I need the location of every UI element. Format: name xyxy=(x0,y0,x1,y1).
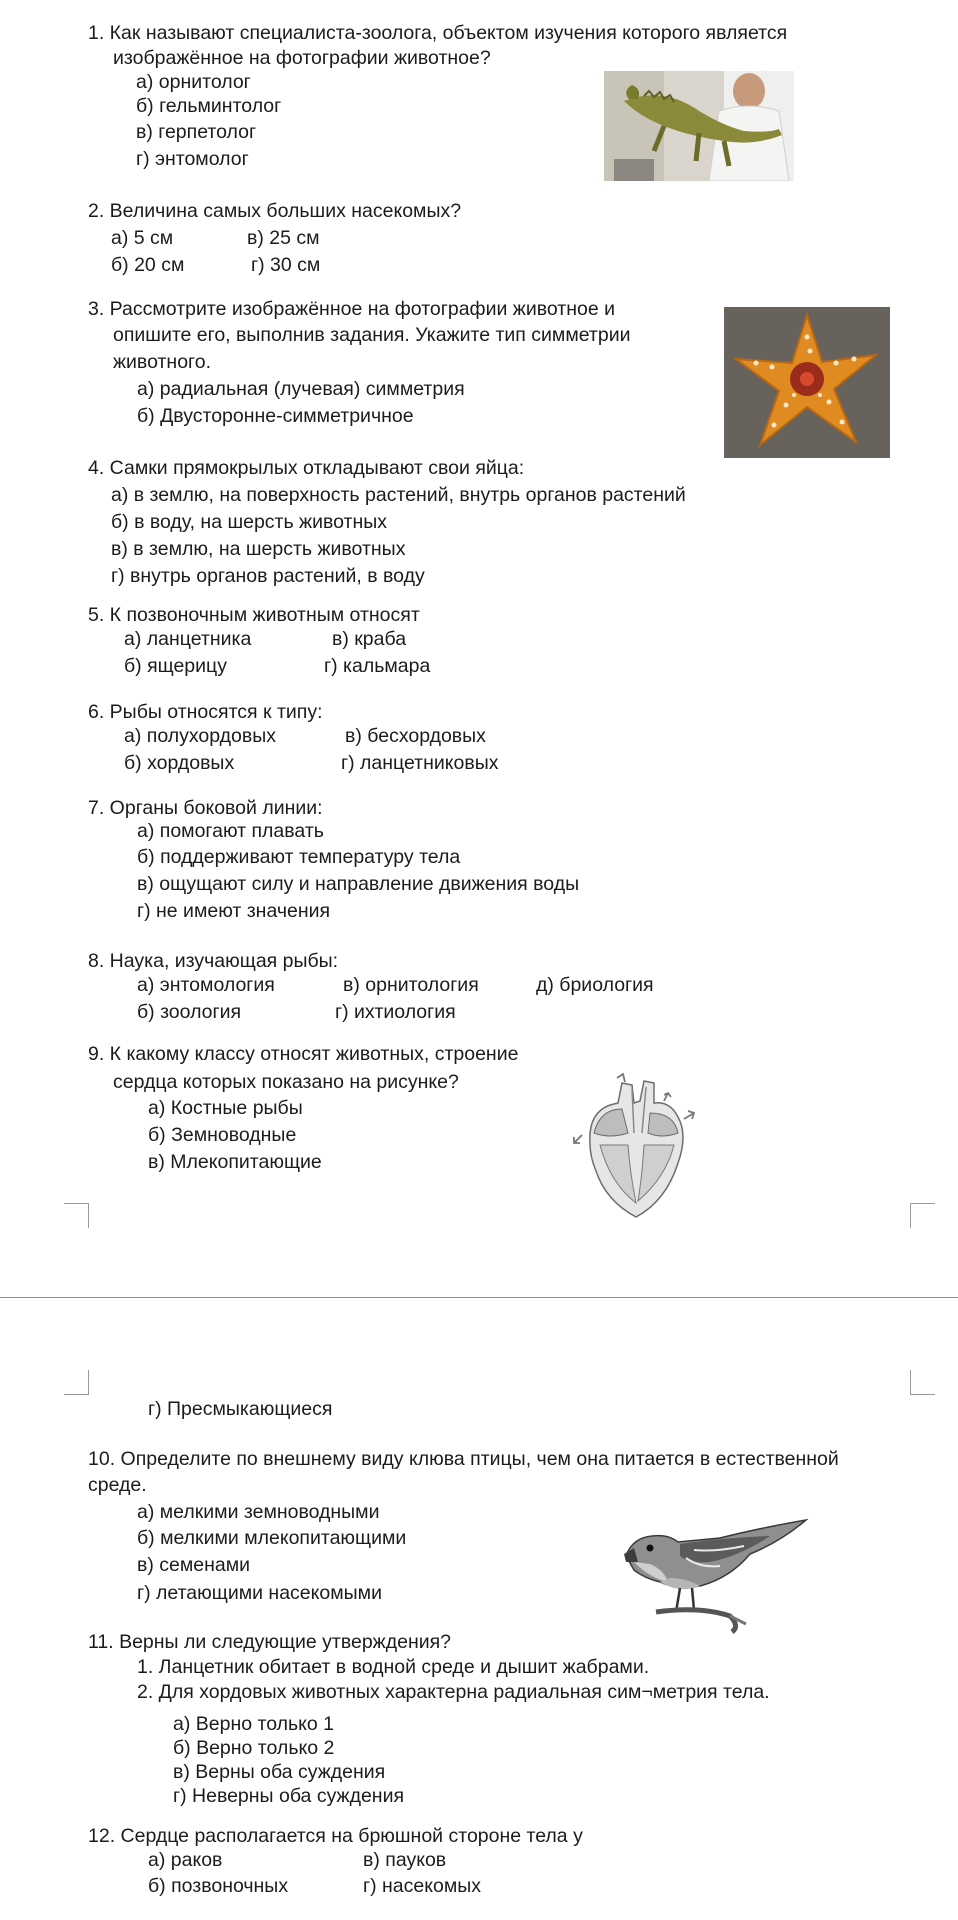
q3-question-line2: опишите его, выполнив задания. Укажите тип симметрии xyxy=(113,324,631,346)
q2-option-b: б) 20 см xyxy=(111,254,185,276)
q10-option-b: б) мелкими млекопитающими xyxy=(137,1527,407,1549)
q12-option-v: в) пауков xyxy=(363,1849,447,1871)
q1-question-line2: изображённое на фотографии животное? xyxy=(113,47,491,69)
q10-option-v: в) семенами xyxy=(137,1554,251,1576)
q6-option-a: а) полухордовых xyxy=(124,725,276,747)
q2-option-v: в) 25 см xyxy=(247,227,320,249)
q6-question: 6. Рыбы относятся к типу: xyxy=(88,701,323,723)
q7-question: 7. Органы боковой линии: xyxy=(88,797,323,819)
q3-question-line1: 3. Рассмотрите изображённое на фотографии животное и xyxy=(88,298,615,320)
q12-option-a: а) раков xyxy=(148,1849,223,1871)
q12-option-b: б) позвоночных xyxy=(148,1875,289,1897)
q2-option-g: г) 30 см xyxy=(251,254,321,276)
bird-drawing xyxy=(620,1508,810,1634)
q6-option-g: г) ланцетниковых xyxy=(341,752,499,774)
q10-question-line2: среде. xyxy=(88,1474,147,1496)
q9-question-line2: сердца которых показано на рисунке? xyxy=(113,1071,459,1093)
heart-diagram xyxy=(570,1073,702,1221)
q7-option-a: а) помогают плавать xyxy=(137,820,324,842)
q9-option-a: а) Костные рыбы xyxy=(148,1097,303,1119)
q9-option-g: г) Пресмыкающиеся xyxy=(148,1398,333,1420)
q4-question: 4. Самки прямокрылых откладывают свои яйца: xyxy=(88,457,525,479)
q9-question-line1: 9. К какому классу относят животных, строение xyxy=(88,1043,519,1065)
q7-option-v: в) ощущают силу и направление движения воды xyxy=(137,873,580,895)
q4-option-v: в) в землю, на шерсть животных xyxy=(111,538,406,560)
q9-option-b: б) Земноводные xyxy=(148,1124,297,1146)
q8-option-a: а) энтомология xyxy=(137,974,275,996)
q2-option-a: а) 5 см xyxy=(111,227,174,249)
q11-option-g: г) Неверны оба суждения xyxy=(173,1785,405,1807)
q3-question-line3: животного. xyxy=(113,351,211,373)
q11-option-b: б) Верно только 2 xyxy=(173,1737,335,1759)
page-corner-mark xyxy=(910,1370,935,1395)
page-separator xyxy=(0,1297,958,1298)
starfish-photo xyxy=(724,307,890,458)
q7-option-b: б) поддерживают температуру тела xyxy=(137,846,461,868)
q4-option-g: г) внутрь органов растений, в воду xyxy=(111,565,425,587)
q10-question-line1: 10. Определите по внешнему виду клюва птицы, чем она питается в естественной xyxy=(88,1448,839,1470)
page-corner-mark xyxy=(64,1370,89,1395)
q5-option-b: б) ящерицу xyxy=(124,655,227,677)
q7-option-g: г) не имеют значения xyxy=(137,900,331,922)
q6-option-v: в) бесхордовых xyxy=(345,725,486,747)
q5-option-a: а) ланцетника xyxy=(124,628,252,650)
page-corner-mark xyxy=(910,1203,935,1228)
q11-statement-2: 2. Для хордовых животных характерна радиальная сим¬метрия тела. xyxy=(137,1681,770,1703)
q1-option-b: б) гельминтолог xyxy=(136,95,282,117)
q8-option-v: в) орнитология xyxy=(343,974,479,996)
q11-question: 11. Верны ли следующие утверждения? xyxy=(88,1631,452,1653)
q8-option-g: г) ихтиология xyxy=(335,1001,456,1023)
q3-option-a: а) радиальная (лучевая) симметрия xyxy=(137,378,465,400)
q8-question: 8. Наука, изучающая рыбы: xyxy=(88,950,339,972)
q1-question-line1: 1. Как называют специалиста-зоолога, объектом изучения которого является xyxy=(88,22,788,44)
q4-option-b: б) в воду, на шерсть животных xyxy=(111,511,388,533)
page-corner-mark xyxy=(64,1203,89,1228)
q4-option-a: а) в землю, на поверхность растений, внутрь органов растений xyxy=(111,484,686,506)
q2-question: 2. Величина самых больших насекомых? xyxy=(88,200,462,222)
q12-option-g: г) насекомых xyxy=(363,1875,481,1897)
q1-option-a: а) орнитолог xyxy=(136,71,251,93)
q11-option-v: в) Верны оба суждения xyxy=(173,1761,386,1783)
q12-question: 12. Сердце располагается на брюшной стороне тела у xyxy=(88,1825,583,1847)
q1-option-v: в) герпетолог xyxy=(136,121,257,143)
q8-option-d: д) бриология xyxy=(536,974,654,996)
q8-option-b: б) зоология xyxy=(137,1001,242,1023)
q10-option-g: г) летающими насекомыми xyxy=(137,1582,382,1604)
q11-option-a: а) Верно только 1 xyxy=(173,1713,335,1735)
iguana-photo xyxy=(604,71,794,181)
q10-option-a: а) мелкими земноводными xyxy=(137,1501,380,1523)
q5-option-g: г) кальмара xyxy=(324,655,431,677)
q1-option-g: г) энтомолог xyxy=(136,148,249,170)
q3-option-b: б) Двусторонне-симметричное xyxy=(137,405,414,427)
q5-question: 5. К позвоночным животным относят xyxy=(88,604,420,626)
q9-option-v: в) Млекопитающие xyxy=(148,1151,322,1173)
q6-option-b: б) хордовых xyxy=(124,752,235,774)
q5-option-v: в) краба xyxy=(332,628,407,650)
q11-statement-1: 1. Ланцетник обитает в водной среде и дышит жабрами. xyxy=(137,1656,650,1678)
